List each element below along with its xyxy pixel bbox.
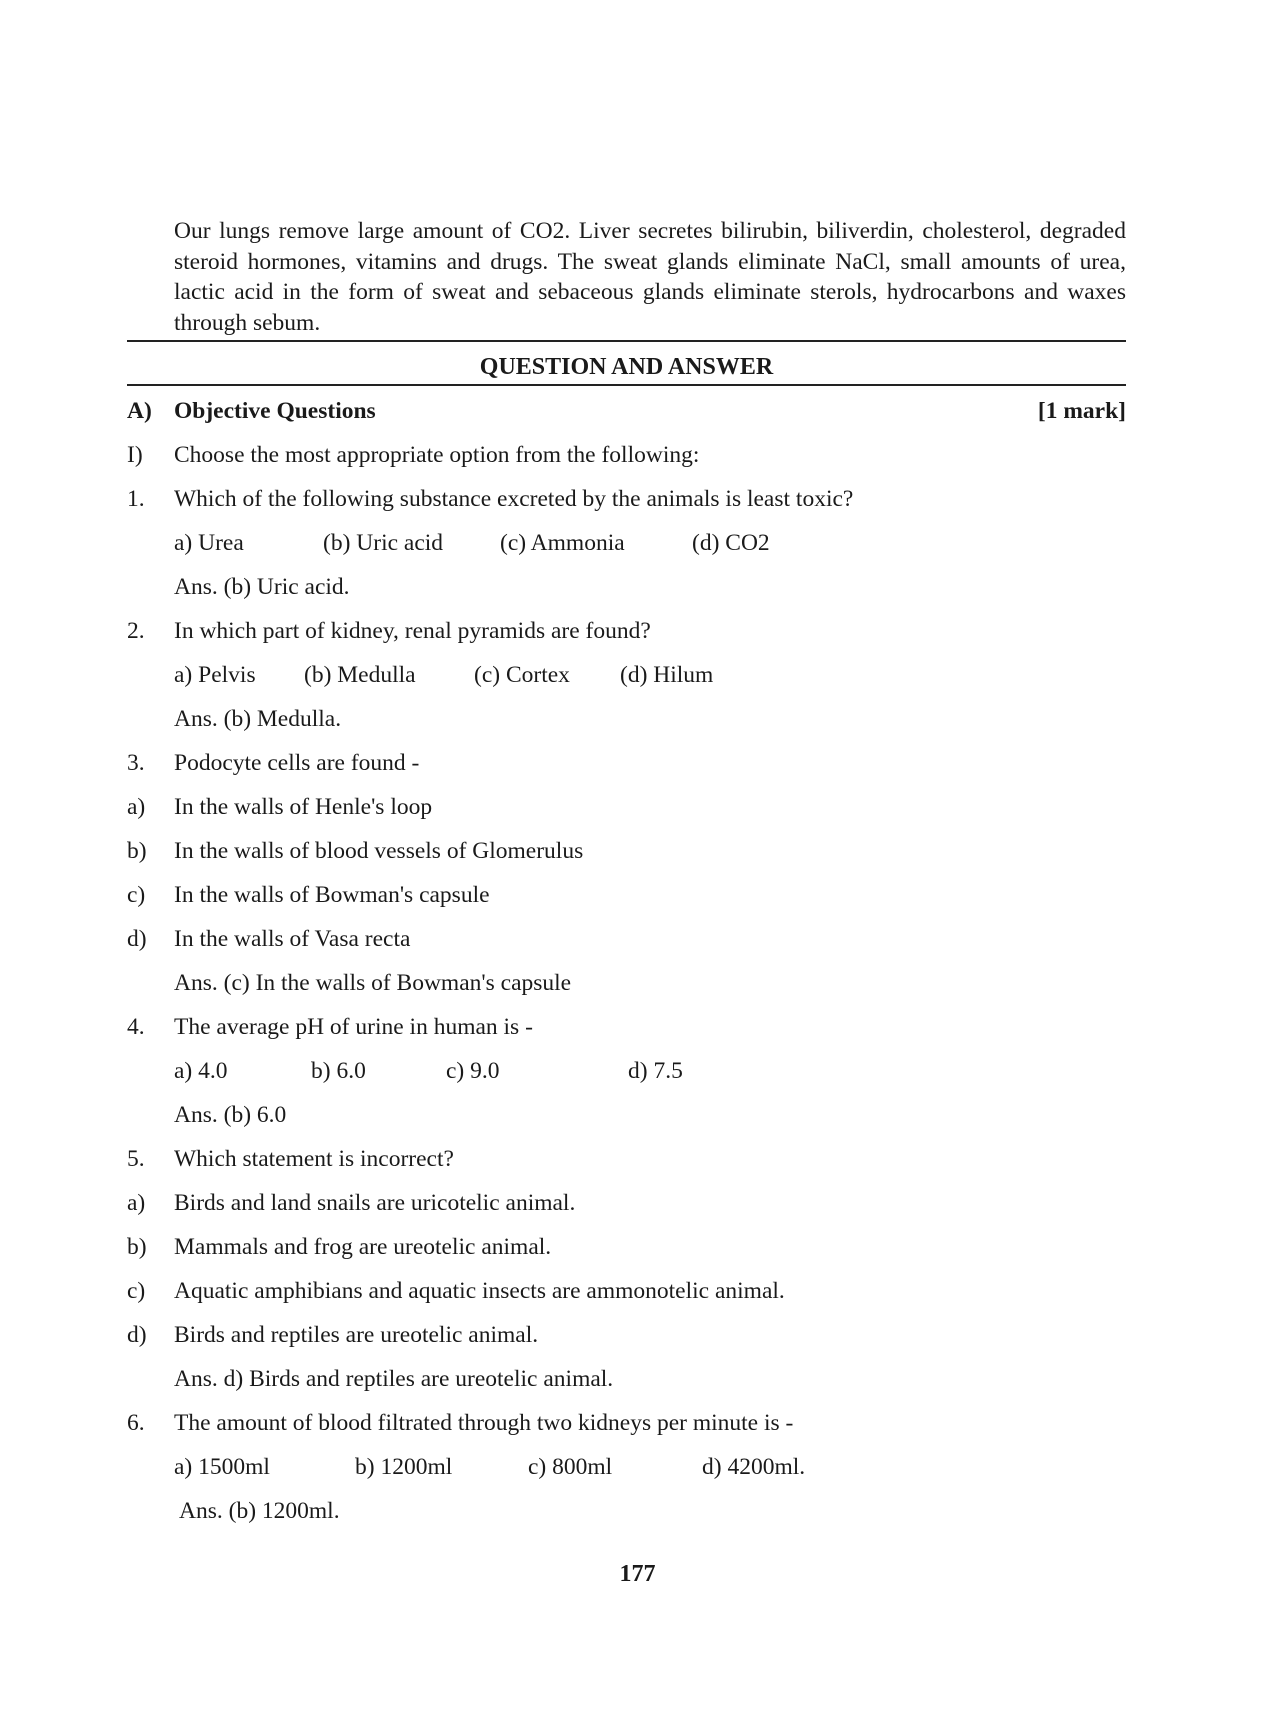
question-text: Podocyte cells are found -	[174, 750, 420, 776]
question-3	[0, 747, 1275, 779]
question-number: 3.	[127, 750, 145, 776]
question-3-option-a	[0, 791, 1275, 823]
option-text: In the walls of Bowman's capsule	[174, 882, 490, 908]
option-text: Mammals and frog are ureotelic animal.	[174, 1234, 552, 1260]
question-4	[0, 1011, 1275, 1043]
section-a-header	[0, 395, 1275, 427]
option: (c) Cortex	[474, 662, 570, 688]
option: a) Urea	[174, 530, 244, 556]
instruction-line	[0, 439, 1275, 471]
option-label: b)	[127, 1234, 147, 1260]
question-number: 2.	[127, 618, 145, 644]
option: (b) Uric acid	[323, 530, 444, 556]
question-1-options	[0, 527, 1275, 559]
option: c) 9.0	[446, 1058, 500, 1084]
question-text: In which part of kidney, renal pyramids are found?	[174, 618, 651, 644]
answer-4: Ans. (b) 6.0	[174, 1102, 287, 1128]
option: (d) CO2	[692, 530, 770, 556]
question-text: The amount of blood filtrated through two kidneys per minute is -	[174, 1410, 794, 1436]
section-a-title: Objective Questions	[174, 398, 376, 424]
intro-paragraph: Our lungs remove large amount of CO2. Liver secretes bilirubin, biliverdin, cholesterol, degraded steroid hormones, vitamins and drugs. The sweat glands eliminate NaCl, small amounts of urea, lactic acid in the form of sweat and sebaceous glands eliminate sterols, hydrocarbons and waxes through sebum.	[174, 218, 1126, 336]
option-label: c)	[127, 882, 146, 908]
section-a-label: A)	[127, 398, 152, 424]
option: a) 1500ml	[174, 1454, 270, 1480]
option: (b) Medulla	[304, 662, 416, 688]
section-title: QUESTION AND ANSWER	[479, 354, 774, 380]
question-1	[0, 483, 1275, 515]
question-text: Which of the following substance excreted by the animals is least toxic?	[174, 486, 854, 512]
question-2-options	[0, 659, 1275, 691]
top-divider	[127, 340, 1126, 342]
question-number: 6.	[127, 1410, 145, 1436]
option-label: c)	[127, 1278, 146, 1304]
question-5-option-b	[0, 1231, 1275, 1263]
option-label: a)	[127, 794, 146, 820]
option: a) Pelvis	[174, 662, 256, 688]
option-label: d)	[127, 1322, 147, 1348]
option: (c) Ammonia	[500, 530, 625, 556]
question-2	[0, 615, 1275, 647]
question-3-option-c	[0, 879, 1275, 911]
option: b) 1200ml	[355, 1454, 453, 1480]
option-text: In the walls of Vasa recta	[174, 926, 411, 952]
option-text: In the walls of blood vessels of Glomerulus	[174, 838, 584, 864]
question-5-option-d	[0, 1319, 1275, 1351]
question-number: 5.	[127, 1146, 145, 1172]
answer-1: Ans. (b) Uric acid.	[174, 574, 350, 600]
option: c) 800ml	[528, 1454, 613, 1480]
question-5-option-c	[0, 1275, 1275, 1307]
question-number: 4.	[127, 1014, 145, 1040]
instruction-text: Choose the most appropriate option from the following:	[174, 442, 700, 468]
option-text: Birds and land snails are uricotelic animal.	[174, 1190, 576, 1216]
question-5-option-a	[0, 1187, 1275, 1219]
instruction-label: I)	[127, 442, 143, 468]
answer-3: Ans. (c) In the walls of Bowman's capsule	[174, 970, 572, 996]
question-text: Which statement is incorrect?	[174, 1146, 454, 1172]
option: (d) Hilum	[620, 662, 714, 688]
question-6	[0, 1407, 1275, 1439]
answer-2: Ans. (b) Medulla.	[174, 706, 342, 732]
option-label: a)	[127, 1190, 146, 1216]
option: a) 4.0	[174, 1058, 228, 1084]
option-label: b)	[127, 838, 147, 864]
question-3-option-d	[0, 923, 1275, 955]
answer-5: Ans. d) Birds and reptiles are ureotelic animal.	[174, 1366, 614, 1392]
question-number: 1.	[127, 486, 145, 512]
option-text: Birds and reptiles are ureotelic animal.	[174, 1322, 539, 1348]
option: b) 6.0	[311, 1058, 366, 1084]
option-text: Aquatic amphibians and aquatic insects are ammonotelic animal.	[174, 1278, 785, 1304]
question-3-option-b	[0, 835, 1275, 867]
question-5	[0, 1143, 1275, 1175]
option: d) 4200ml.	[702, 1454, 806, 1480]
page-number: 177	[619, 1561, 656, 1587]
option-text: In the walls of Henle's loop	[174, 794, 433, 820]
marks-label: [1 mark]	[1037, 398, 1126, 424]
option: d) 7.5	[628, 1058, 683, 1084]
title-divider	[127, 384, 1126, 386]
question-6-options	[0, 1451, 1275, 1483]
answer-6: Ans. (b) 1200ml.	[179, 1498, 340, 1524]
question-4-options	[0, 1055, 1275, 1087]
question-text: The average pH of urine in human is -	[174, 1014, 533, 1040]
option-label: d)	[127, 926, 147, 952]
